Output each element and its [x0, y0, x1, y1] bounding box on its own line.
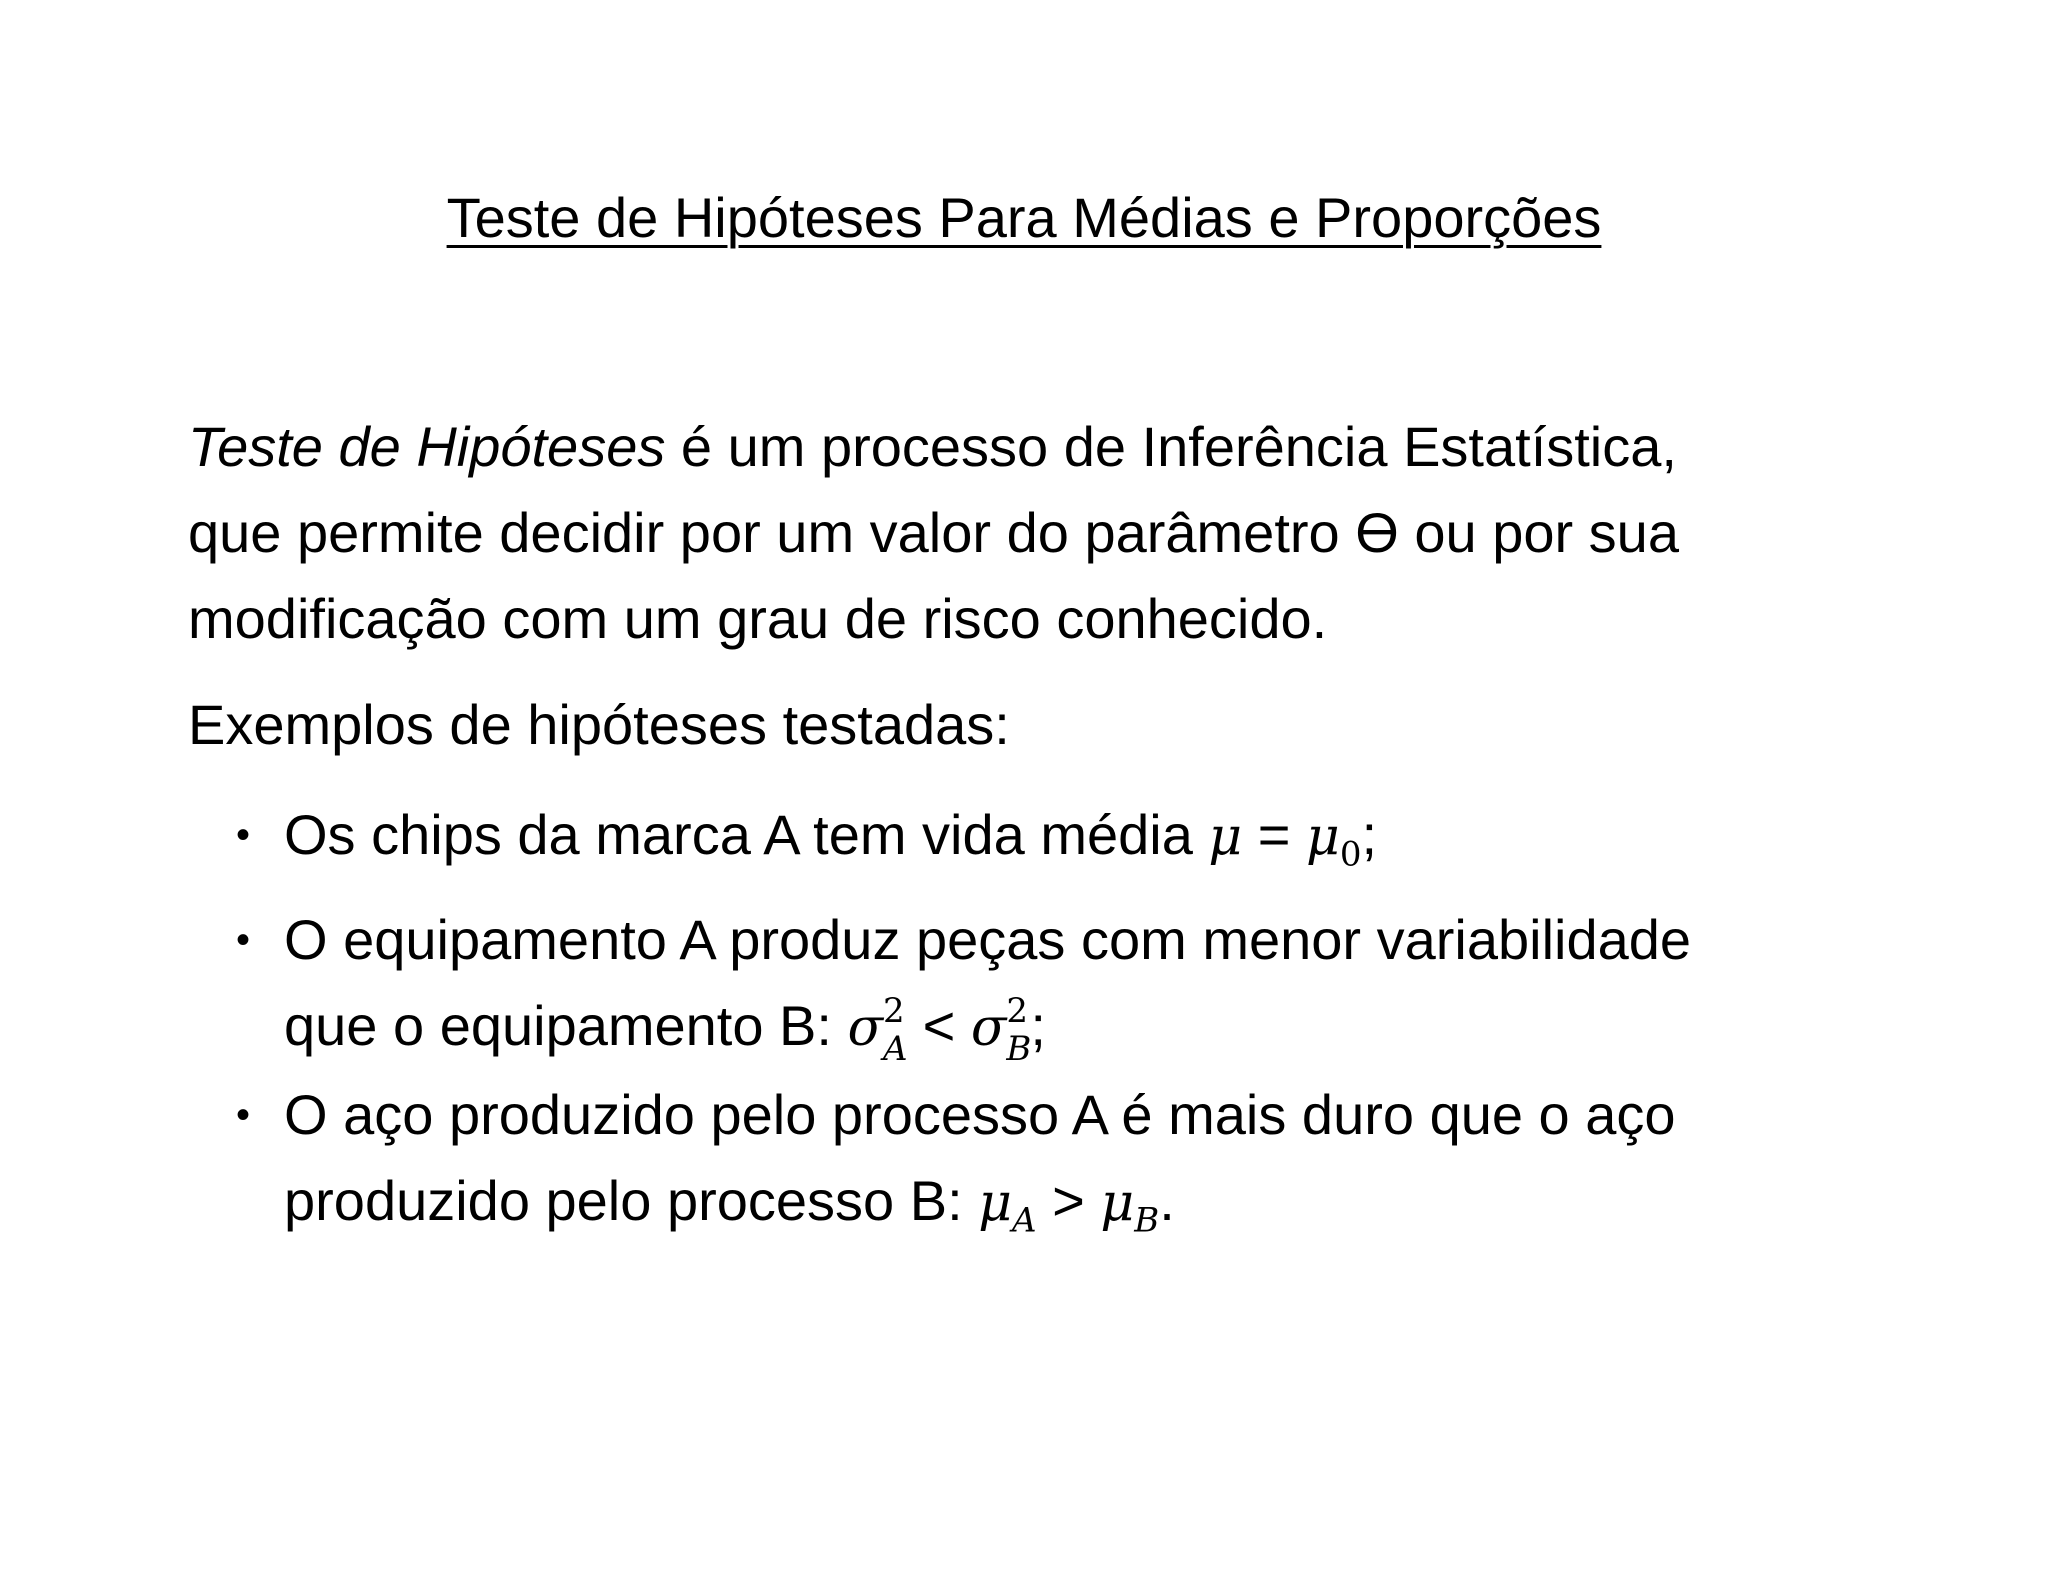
math-lhs-superscript: 2: [883, 990, 905, 1031]
math-end: ;: [1030, 994, 1046, 1058]
intro-paragraph: [188, 404, 1888, 662]
list-item: [232, 897, 1912, 1072]
intro-line3: modificação com um grau de risco conhecido.: [188, 587, 1328, 650]
math-lhs: σ: [847, 998, 884, 1059]
math-lhs-subscript: A: [1012, 1200, 1037, 1241]
bullet-text: Os chips da marca A tem vida média: [284, 803, 1209, 866]
math-end: ;: [1361, 803, 1378, 866]
bullet-text: produzido pelo processo B:: [284, 1168, 979, 1232]
math-operator: >: [1036, 1168, 1101, 1232]
math-operator: =: [1242, 803, 1307, 866]
bullet-line1: O aço produzido pelo processo A é mais duro que o aço: [284, 1082, 1676, 1146]
math-rhs-subscript: B: [1006, 1028, 1032, 1069]
intro-line2: que permite decidir por um valor do parâmetro Ө ou por sua: [188, 501, 1679, 564]
math-operator: <: [907, 994, 971, 1058]
list-item: [232, 1072, 1912, 1263]
math-rhs-subscript: B: [1134, 1200, 1160, 1241]
bullet-icon: •: [236, 918, 251, 963]
examples-heading: Exemplos de hipóteses testadas:: [188, 693, 1010, 756]
math-rhs: μ: [1306, 807, 1340, 867]
page-title: [0, 184, 2048, 252]
bullet-line1: O equipamento A produz peças com menor variabilidade: [284, 908, 1692, 972]
bullet-text: que o equipamento B:: [284, 994, 848, 1058]
page-title-text: Teste de Hipóteses Para Médias e Proporções: [446, 186, 1602, 249]
math-expression: [1208, 803, 1362, 875]
math-rhs-subscript: 0: [1339, 834, 1362, 875]
math-lhs-subscript: A: [883, 1028, 908, 1069]
examples-list: [232, 792, 1912, 1263]
math-lhs: μ: [978, 1172, 1012, 1233]
math-rhs: σ: [970, 998, 1007, 1059]
math-end: .: [1159, 1168, 1175, 1232]
math-expression: [978, 1168, 1160, 1241]
math-lhs: μ: [1208, 807, 1243, 867]
math-lhs-scripts: [883, 992, 907, 1072]
intro-term: Teste de Hipóteses: [188, 415, 666, 478]
math-rhs-superscript: 2: [1006, 990, 1028, 1031]
bullet-icon: •: [236, 813, 251, 857]
list-item: [232, 792, 1912, 897]
math-expression: [847, 990, 1032, 1069]
math-rhs-scripts: [1006, 992, 1030, 1072]
bullet-icon: •: [236, 1092, 251, 1137]
intro-line1-rest: é um processo de Inferência Estatística,: [665, 415, 1677, 478]
math-rhs: μ: [1100, 1172, 1135, 1233]
